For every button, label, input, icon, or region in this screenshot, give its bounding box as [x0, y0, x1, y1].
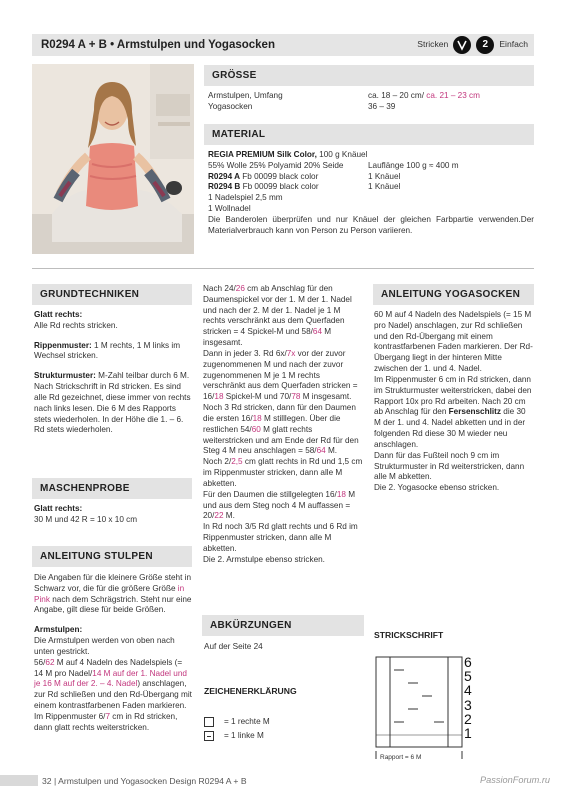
struktur-paragraph: Strukturmuster: M-Zahl teilbar durch 6 M. Nach Strickschrift in Rd stricken. Es sind alle Rd gezeichnet, diese immer von rechts nach links lesen. Die 6 M des Rapports stets wiederholen. In der Höhe die 1. – 6. Rd stets wiederholen. — [34, 371, 191, 435]
mid-paragraph: Dann in jeder 3. Rd 6x/7x vor der zuvor zugenommenen M und nach der zuvor zugenommenen M je 1 M rechts verschränkt aus dem Querfaden stricken = 16/18 Spickel-M und 70/78 M insgesamt. — [203, 348, 358, 402]
yoga-heading: ANLEITUNG YOGASOCKEN — [373, 284, 534, 305]
material-block — [208, 150, 534, 237]
legend-item: = 1 linke M — [204, 731, 364, 742]
groesse-heading: GRÖSSE — [204, 65, 534, 86]
mid-paragraph: Die 2. Armstulpe ebenso stricken. — [203, 554, 325, 564]
groesse-label: Yogasocken — [208, 101, 253, 111]
yoga-paragraph: Dann für das Fußteil noch 9 cm im Strukturmuster in Rd weiterstricken, dann alle M abketten. — [374, 450, 525, 482]
material-wool-needle: 1 Wollnadel — [208, 204, 251, 214]
mid-paragraph: Noch 3 Rd stricken, dann für den Daumen die ersten 16/18 M stilllegen. Über die restlichen 54/60 M glatt rechts weiterstricken und am Ende der Rd für den Steg 4 M neu anschlagen = 58/64 M. — [203, 403, 359, 456]
mid-paragraph: Nach 24/26 cm ab Anschlag für den Daumenspickel vor der 1. M der 1. Nadel und nach der 2. M der 1. Nadel je 1 M rechts verschränkt aus dem Querfaden stricken = 4 Spickel-M und 58/64 M insgesamt. — [203, 284, 352, 348]
page-title: R0294 A + B • Armstulpen und Yogasocken — [41, 39, 275, 51]
groesse-row — [208, 91, 534, 102]
maschenprobe-paragraph: Glatt rechts: 30 M und 42 R = 10 x 10 cm — [34, 504, 138, 524]
stricken-label: Stricken — [417, 39, 449, 50]
row-number: 1 — [464, 725, 472, 742]
row-number: 3 — [464, 696, 472, 713]
yoga-paragraph: Im Rippenmuster 6 cm in Rd stricken, dann im Strukturmuster weiterstricken, dabei den Rapport 10x pro Rd arbeiten. Nach 20 cm ab Anschlag für den Fersenschlitz die 30 M der 1. und 4. Nadel abketten und in der folgenden Rd diese 30 M wieder neu anschlagen. — [374, 374, 532, 449]
material-yarn: REGIA PREMIUM Silk Color, 100 g Knäuel — [208, 150, 368, 159]
yoga-paragraph: 60 M auf 4 Nadeln des Nadelspiels (= 15 M pro Nadel) anschlagen, zur Rd schließen und den Rd-Übergang mit einem kontrastfarbenen Faden markieren. Der Rd-Übergang liegt in der hinteren Mitte zwischen der 1. und 4. Nadel. — [374, 310, 533, 374]
stulpen-block — [34, 573, 192, 734]
groesse-label: Armstulpen, Umfang — [208, 91, 283, 100]
row-number: 6 — [464, 654, 472, 670]
row-number: 4 — [464, 682, 472, 699]
legend-item: = 1 rechte M — [204, 717, 364, 728]
watermark: PassionForum.ru — [480, 775, 550, 785]
chart-grid — [372, 655, 502, 765]
material-note: Die Banderolen überprüfen und nur Knäuel der gleichen Farbpartie verwenden.Der Materialverbrauch kann von Person zu Person variieren. — [208, 214, 534, 235]
armstulpen-paragraph: Armstulpen: Die Armstulpen werden von oben nach unten gestrickt. 56/62 M auf 4 Nadeln des Nadelspiels (= 14 M pro Nadel/14 M auf der 1. Nadel und je 16 M auf der 2. – 4. Nadel) anschlagen, zur Rd schließen und den Rd-Übergang mit einem kontrastfarbenen Faden markieren. Im Rippenmuster 6/7 cm in Rd stricken, dann glatt rechts weiterstricken. — [34, 625, 192, 732]
glatt-paragraph: Glatt rechts: Alle Rd rechts stricken. — [34, 310, 118, 330]
divider — [32, 268, 534, 269]
strickschrift-chart — [372, 655, 502, 765]
title-bar — [32, 34, 534, 56]
footer-bar — [0, 775, 38, 786]
level-badge-icon: 2 — [476, 36, 494, 54]
zeichen-heading: ZEICHENERKLÄRUNG — [204, 686, 297, 696]
groesse-value: 36 – 39 — [368, 101, 396, 111]
abkuerzungen-heading: ABKÜRZUNGEN — [202, 615, 364, 636]
page-number: 32 — [42, 776, 52, 786]
yoga-block — [374, 310, 534, 494]
abkuerzungen-text: Auf der Seite 24 — [204, 642, 263, 651]
rapport-label: Rapport = 6 M — [380, 754, 422, 761]
stulpen-heading: ANLEITUNG STULPEN — [32, 546, 192, 567]
grundtechniken-heading: GRUNDTECHNIKEN — [32, 284, 192, 305]
maschenprobe-heading: MASCHENPROBE — [32, 478, 192, 499]
groesse-row — [208, 102, 534, 113]
stulpen-continued — [203, 284, 363, 566]
einfach-label: Einfach — [499, 39, 528, 50]
groesse-table — [208, 91, 534, 113]
mid-paragraph: In Rd noch 3/5 Rd glatt rechts und 6 Rd im Rippenmuster stricken, dann alle M abketten. — [203, 522, 358, 553]
row-number: 2 — [464, 710, 472, 727]
stulpen-intro: Die Angaben für die kleinere Größe steht in Schwarz vor, die für die größere Größe in Pink nach dem Schrägstrich. Steht nur eine Angabe, gilt diese für beide Größen. — [34, 573, 192, 615]
rippen-paragraph: Rippenmuster: 1 M rechts, 1 M links im Wechsel stricken. — [34, 340, 181, 361]
yoga-paragraph: Die 2. Yogasocke ebenso stricken. — [374, 483, 500, 493]
material-heading: MATERIAL — [204, 124, 534, 145]
zeichen-legend — [204, 717, 364, 742]
footer: 32 | Armstulpen und Yogasocken Design R0294 A + B — [42, 776, 247, 786]
groesse-value: ca. 18 – 20 cm/ ca. 21 – 23 cm — [368, 91, 480, 100]
model-photo — [32, 64, 194, 254]
material-b-row: R0294 B Fb 00099 black color 1 Knäuel — [208, 182, 401, 192]
maschenprobe-block — [34, 504, 192, 535]
material-a-row: R0294 A Fb 00099 black color 1 Knäuel — [208, 171, 401, 181]
mid-paragraph: Noch 2/2,5 cm glatt rechts in Rd und 1,5 cm im Rippenmuster stricken, dann alle M abketten. — [203, 457, 363, 488]
difficulty-indicator — [417, 36, 528, 54]
strickschrift-heading: STRICKSCHRIFT — [374, 630, 444, 640]
knit-stitch-symbol-icon — [204, 717, 214, 727]
row-number: 5 — [464, 668, 472, 685]
material-composition-row: 55% Wolle 25% Polyamid 20% Seide Lauflänge 100 g ≈ 400 m — [208, 160, 459, 170]
knitting-icon — [453, 36, 471, 54]
purl-stitch-symbol-icon — [204, 731, 214, 741]
row-numbers — [464, 655, 472, 740]
grundtechniken-block — [34, 310, 192, 445]
material-needles: 1 Nadelspiel 2,5 mm — [208, 193, 283, 203]
mid-paragraph: Für den Daumen die stillgelegten 16/18 M und aus dem Steg noch 4 M auffassen = 20/22 M. — [203, 489, 356, 521]
